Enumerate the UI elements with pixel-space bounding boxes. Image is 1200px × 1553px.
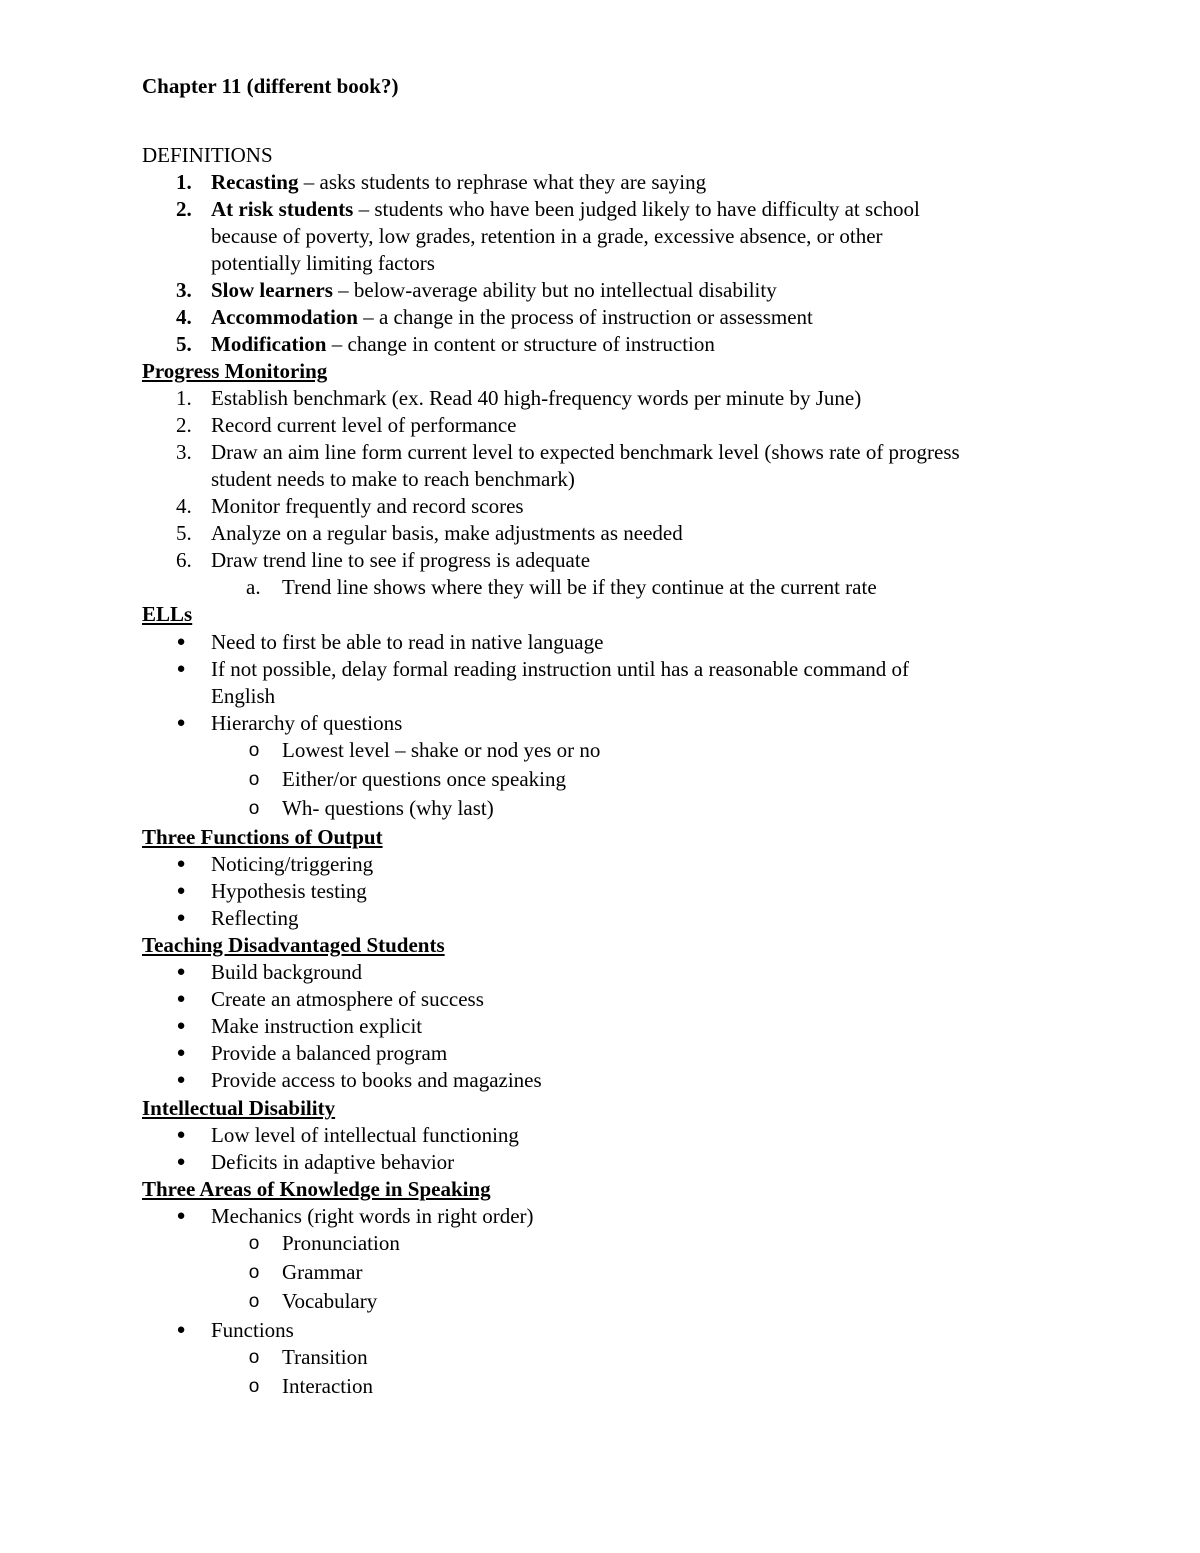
- definition-text: – change in content or structure of instruction: [326, 332, 715, 356]
- speaking-heading: Three Areas of Knowledge in Speaking: [142, 1177, 491, 1201]
- circle-bullet-icon: o: [248, 1291, 260, 1312]
- definition-text: – below-average ability but no intellectual disability: [332, 278, 777, 302]
- definitions-heading: DEFINITIONS: [142, 143, 273, 167]
- circle-bullet-icon: o: [248, 798, 260, 819]
- bullet-icon: ●: [176, 1208, 186, 1224]
- ells-heading: ELLs: [142, 602, 193, 626]
- intellectual-heading: Intellectual Disability: [142, 1096, 336, 1120]
- bullet-icon: ●: [176, 661, 186, 677]
- definition-term: Slow learners: [211, 278, 333, 302]
- bullet-icon: ●: [176, 910, 186, 926]
- bullet-icon: ●: [176, 634, 186, 650]
- definition-text: – a change in the process of instruction or assessment: [357, 305, 813, 329]
- progress-continuation: student needs to make to reach benchmark): [211, 467, 575, 491]
- definition-term: Modification: [211, 332, 327, 356]
- definition-text: – asks students to rephrase what they are saying: [298, 170, 707, 194]
- bullet-icon: ●: [176, 715, 186, 731]
- definition-term: Recasting: [211, 170, 299, 194]
- bullet-icon: ●: [176, 1322, 186, 1338]
- definition-continuation: because of poverty, low grades, retention in a grade, excessive absence, or other: [211, 224, 883, 248]
- circle-bullet-icon: o: [248, 1262, 260, 1283]
- list-item-continuation: English: [211, 684, 276, 708]
- circle-bullet-icon: o: [248, 1376, 260, 1397]
- bullet-icon: ●: [176, 883, 186, 899]
- circle-bullet-icon: o: [248, 1233, 260, 1254]
- circle-bullet-icon: o: [248, 769, 260, 790]
- bullet-icon: ●: [176, 1072, 186, 1088]
- disadvantaged-heading: Teaching Disadvantaged Students: [142, 933, 445, 957]
- bullet-icon: ●: [176, 856, 186, 872]
- bullet-icon: ●: [176, 964, 186, 980]
- bullet-icon: ●: [176, 991, 186, 1007]
- bullet-icon: ●: [176, 1127, 186, 1143]
- document-page: Chapter 11 (different book?) DEFINITIONS 1. Recasting – asks students to rephrase what they are saying 2. At risk students – students who have been judged likely to have difficulty at school because of poverty, low grades, retention in a grade, excessive absence, or other potentially limiting factors 3. Slow learners – below-average ability but no intellectual disability 4. Accommodation – a change in the process of instruction or assessment 5. Modification – change in content or structure of instruction Progress Monitoring 1. Establish benchmark (ex. Read 40 high-frequency words per minute by June) 2. Record current level of performance 3. Draw an aim line form current level to expected benchmark level (shows rate of progress student needs to make to reach benchmark) 4. Monitor frequently and record scores 5. Analyze on a regular basis, make adjustments as needed 6. Draw trend line to see if progress is adequate a. Trend line shows where they will be if they continue at the current rate ELLs ● Need to first be able to read in native language ● If not possible, delay formal reading instruction until has a reasonable command of English ● Hierarchy of questions o Lowest level – shake or nod yes or no o Either/or questions once speaking o Wh- questions (why last) Three Functions of Output ● Noticing/triggering ● Hypothesis testing ● Reflecting Teaching Disadvantaged Students ● Build background ● Create an atmosphere of success ● Make instruction explicit ● Provide a balanced program ● Provide access to books and magazines Intellectual Disability ● Low level of intellectual functioning ● Deficits in adaptive behavior Three Areas of Knowledge in Speaking ● Mechanics (right words in right order) o Pronunciation o Grammar o Vocabulary ● Functions o Transition o Interaction: [142, 74, 960, 1398]
- definition-continuation: potentially limiting factors: [211, 251, 435, 275]
- progress-monitoring-heading: Progress Monitoring: [142, 359, 328, 383]
- definition-term: Accommodation: [211, 305, 358, 329]
- bullet-icon: ●: [176, 1045, 186, 1061]
- output-heading: Three Functions of Output: [142, 825, 383, 849]
- circle-bullet-icon: o: [248, 1347, 260, 1368]
- document-title: Chapter 11 (different book?): [142, 74, 399, 98]
- definition-term: At risk students: [211, 197, 354, 221]
- bullet-icon: ●: [176, 1154, 186, 1170]
- circle-bullet-icon: o: [248, 740, 260, 761]
- bullet-icon: ●: [176, 1018, 186, 1034]
- definition-text: – students who have been judged likely to have difficulty at school: [353, 197, 920, 221]
